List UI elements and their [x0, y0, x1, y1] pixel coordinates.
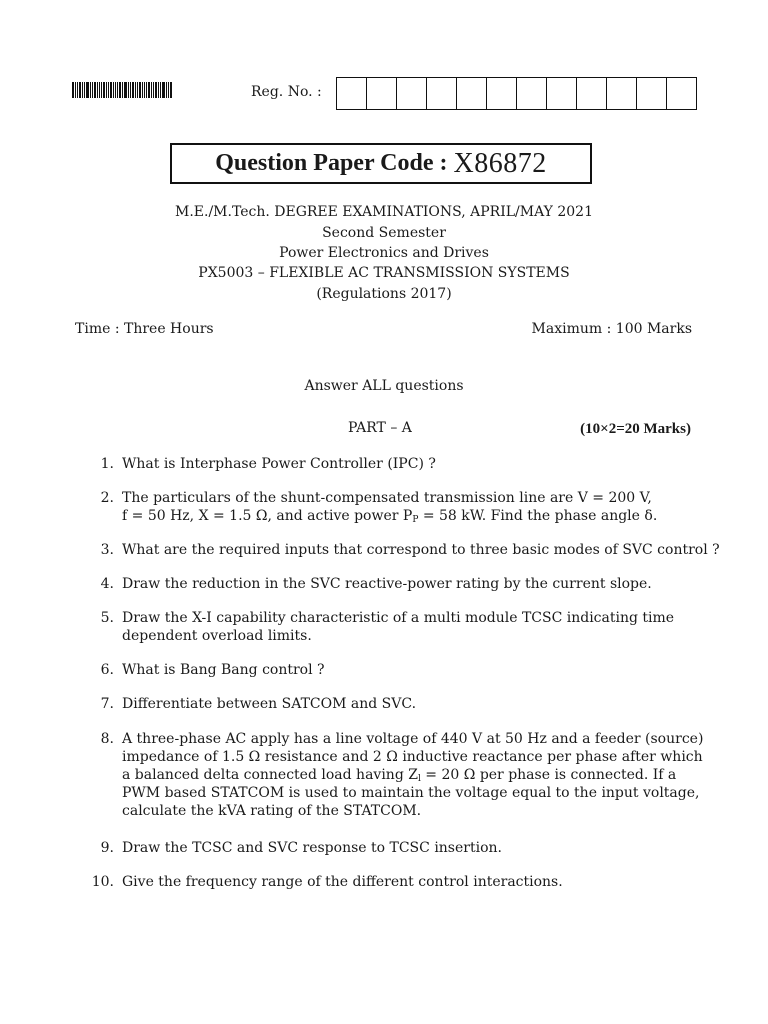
barcode-bar — [97, 82, 98, 98]
reg-no-digit-box[interactable] — [427, 78, 457, 109]
barcode-bar — [160, 82, 161, 98]
barcode-bar — [90, 82, 91, 98]
barcode-bar — [94, 82, 96, 98]
barcode-bar — [130, 82, 131, 98]
barcode-bar — [77, 82, 78, 98]
exam-title: M.E./M.Tech. DEGREE EXAMINATIONS, APRIL/MAY 2021 — [175, 204, 593, 220]
regulations: (Regulations 2017) — [316, 286, 452, 302]
time-duration: Time : Three Hours — [75, 321, 214, 337]
reg-no-digit-box[interactable] — [337, 78, 367, 109]
barcode-bar — [106, 82, 107, 98]
question-9: 9. Draw the TCSC and SVC response to TCSC insertion. — [100, 840, 502, 856]
barcode-bar — [144, 82, 145, 98]
reg-no-digit-box[interactable] — [517, 78, 547, 109]
reg-no-boxes[interactable] — [336, 77, 697, 110]
question-4: 4. Draw the reduction in the SVC reactive-power rating by the current slope. — [100, 576, 652, 592]
barcode-bar — [166, 82, 167, 98]
barcode-bar — [108, 82, 109, 98]
reg-no-digit-box[interactable] — [637, 78, 667, 109]
semester: Second Semester — [322, 225, 446, 241]
barcode-bar — [132, 82, 134, 98]
barcode-bar — [158, 82, 159, 98]
reg-no-digit-box[interactable] — [607, 78, 637, 109]
barcode-bar — [168, 82, 169, 98]
barcode-bar — [72, 82, 74, 98]
barcode-bar — [117, 82, 118, 98]
question-10: 10. Give the frequency range of the different control interactions. — [91, 874, 563, 890]
barcode-bar — [146, 82, 147, 98]
barcode-bar — [135, 82, 136, 98]
reg-no-digit-box[interactable] — [367, 78, 397, 109]
barcode-bar — [139, 82, 141, 98]
barcode-bar — [119, 82, 121, 98]
question-5: 5. Draw the X-I capability characteristic of a multi module TCSC indicating time dependent overload limits. — [100, 610, 675, 644]
reg-no-digit-box[interactable] — [547, 78, 577, 109]
reg-no-digit-box[interactable] — [457, 78, 487, 109]
reg-no-digit-box[interactable] — [397, 78, 427, 109]
barcode-bar — [155, 82, 157, 98]
barcode-bar — [122, 82, 123, 98]
barcode-bar — [124, 82, 127, 98]
reg-no-label: Reg. No. : — [251, 84, 322, 100]
barcode-bar — [113, 82, 114, 98]
barcode-bar — [75, 82, 76, 98]
reg-no-digit-box[interactable] — [577, 78, 607, 109]
paper-code-label: Question Paper Code : — [215, 150, 448, 176]
barcode-bar — [151, 82, 152, 98]
barcode-bar — [99, 82, 100, 98]
question-1: 1. What is Interphase Power Controller (IPC) ? — [100, 456, 436, 472]
question-3: 3. What are the required inputs that correspond to three basic modes of SVC control ? — [100, 542, 720, 558]
instruction: Answer ALL questions — [304, 378, 464, 394]
barcode — [72, 80, 188, 98]
barcode-bar — [101, 82, 102, 98]
question-paper-code-box — [170, 143, 592, 184]
barcode-bar — [142, 82, 143, 98]
subject: PX5003 – FLEXIBLE AC TRANSMISSION SYSTEMS — [198, 265, 570, 281]
barcode-bar — [103, 82, 105, 98]
question-8: 8. A three-phase AC apply has a line voltage of 440 V at 50 Hz and a feeder (source) impedance of 1.5 Ω resistance and 2 Ω inductive reactance per phase after which a balanced delta connected load having $Z_l = 20$ Ω per phase is connected. If a PWM based STATCOM is used to maintain the voltage equal to the input voltage, calculate the kVA rating of the STATCOM. — [100, 731, 704, 819]
barcode-bar — [110, 82, 112, 98]
question-6: 6. What is Bang Bang control ? — [100, 662, 325, 678]
barcode-bar — [92, 82, 93, 98]
barcode-bar — [148, 82, 150, 98]
paper-code-value: X86872 — [453, 147, 547, 179]
barcode-bar — [137, 82, 138, 98]
barcode-bar — [84, 82, 85, 98]
reg-no-digit-box[interactable] — [487, 78, 517, 109]
barcode-bar — [128, 82, 129, 98]
barcode-bar — [86, 82, 89, 98]
part-a-marks: (10×2=20 Marks) — [580, 421, 691, 437]
question-7: 7. Differentiate between SATCOM and SVC. — [100, 696, 417, 712]
maximum-marks: Maximum : 100 Marks — [531, 321, 692, 337]
barcode-bar — [170, 82, 172, 98]
question-2: 2. The particulars of the shunt-compensated transmission line are V = 200 V, f = 50 Hz, X = 1.5 Ω, and active power $P_P = 58$ kW. Find the phase angle δ. — [100, 490, 658, 525]
barcode-bar — [162, 82, 165, 98]
branch: Power Electronics and Drives — [279, 245, 489, 261]
barcode-bar — [79, 82, 81, 98]
barcode-bar — [82, 82, 83, 98]
part-a-heading: PART – A — [348, 420, 412, 436]
reg-no-digit-box[interactable] — [667, 78, 696, 109]
barcode-bar — [153, 82, 154, 98]
barcode-bar — [115, 82, 116, 98]
